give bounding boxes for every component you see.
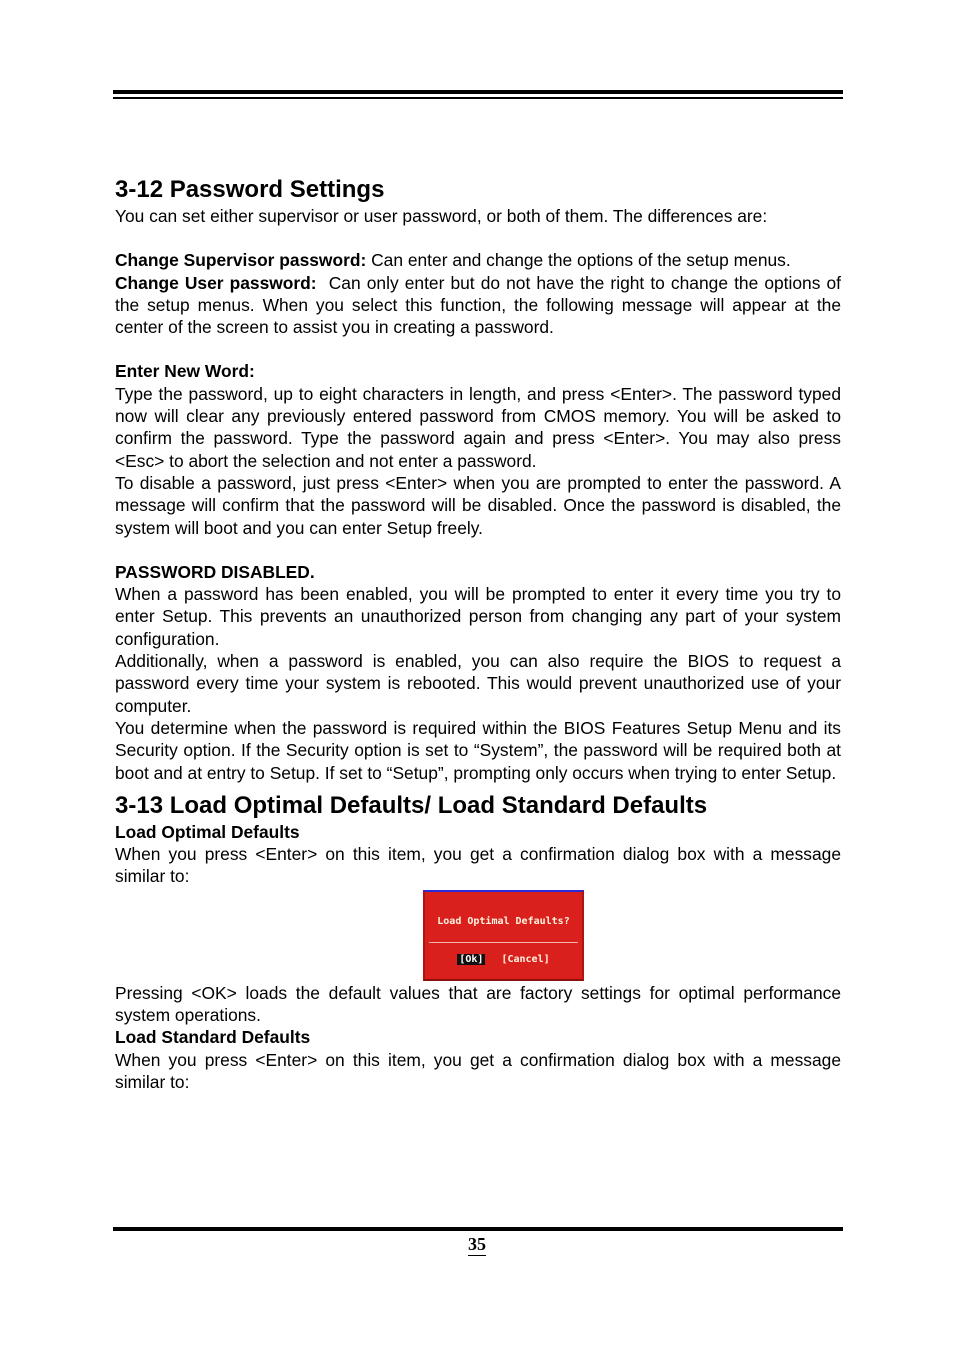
load-optimal-paragraph-2: Pressing <OK> loads the default values that are factory settings for optimal performance system operations. bbox=[115, 982, 841, 1026]
footer-rule bbox=[113, 1227, 843, 1231]
dialog-figure bbox=[115, 888, 841, 982]
load-standard-defaults-heading: Load Standard Defaults bbox=[115, 1027, 311, 1048]
dialog-ok-button: [Ok] bbox=[459, 953, 484, 965]
user-password-paragraph bbox=[115, 272, 841, 339]
enter-new-word-heading: Enter New Word: bbox=[115, 361, 255, 382]
password-disabled-paragraph-1: When a password has been enabled, you will be prompted to enter it every time you try to enter Setup. This prevents an unauthorized person from changing any part of your system configuration. bbox=[115, 584, 841, 649]
password-disabled-paragraph-3: You determine when the password is required within the BIOS Features Setup Menu and its Security option. If the Security option is set to “System”, the password will be required both at boot and at entry to Setup. If set to “Setup”, prompting only occurs when trying to enter Setup. bbox=[115, 717, 841, 783]
password-disabled-heading: PASSWORD DISABLED. bbox=[115, 561, 315, 582]
section-title-load-defaults: 3-13 Load Optimal Defaults/ Load Standard Defaults bbox=[115, 791, 708, 819]
enter-new-word-paragraph-2: To disable a password, just press <Enter> when you are prompted to enter the password. A message will confirm that the password will be disabled. Once the password is disabled, the system will boot and you can enter Setup freely. bbox=[115, 472, 841, 538]
enter-new-word-paragraph-1: Type the password, up to eight characters in length, and press <Enter>. The password typed now will clear any previously entered password from CMOS memory. You will be asked to confirm the password. Type the password again and press <Enter>. You may also press <Esc> to abort the selection and not enter a password. bbox=[115, 383, 841, 471]
password-intro: You can set either supervisor or user password, or both of them. The differences are: bbox=[115, 206, 768, 226]
load-optimal-defaults-heading: Load Optimal Defaults bbox=[115, 821, 300, 842]
header-rule-thick bbox=[113, 90, 843, 94]
dialog-title: Load Optimal Defaults? bbox=[437, 915, 570, 927]
password-disabled-paragraph-2: Additionally, when a password is enabled, you can also require the BIOS to request a password every time your system is rebooted. This would prevent unauthorized use of your computer. bbox=[115, 651, 841, 716]
supervisor-password-paragraph bbox=[115, 249, 841, 271]
load-optimal-defaults-dialog bbox=[423, 890, 584, 981]
dialog-buttons bbox=[425, 954, 582, 965]
load-standard-paragraph-1: When you press <Enter> on this item, you get a confirmation dialog box with a message similar to: bbox=[115, 1049, 841, 1092]
supervisor-password-text: Can enter and change the options of the setup menus. bbox=[371, 250, 791, 271]
supervisor-password-label: Change Supervisor password: bbox=[115, 250, 367, 271]
header-rule-thin bbox=[113, 97, 843, 99]
user-password-text: Can only enter but do not have the right to change the options of the setup menus. When you select this function, the following message will appear at the center of the screen to assist you in creating a password. bbox=[115, 272, 841, 338]
section-title-password-settings: 3-12 Password Settings bbox=[115, 176, 385, 203]
page-number: 35 bbox=[468, 1234, 486, 1254]
dialog-divider bbox=[429, 942, 578, 943]
user-password-label: Change User password: bbox=[115, 272, 317, 293]
dialog-cancel-button: [Cancel] bbox=[501, 953, 550, 965]
page-content bbox=[115, 174, 841, 1093]
load-optimal-paragraph-1: When you press <Enter> on this item, you get a confirmation dialog box with a message similar to: bbox=[115, 844, 841, 887]
